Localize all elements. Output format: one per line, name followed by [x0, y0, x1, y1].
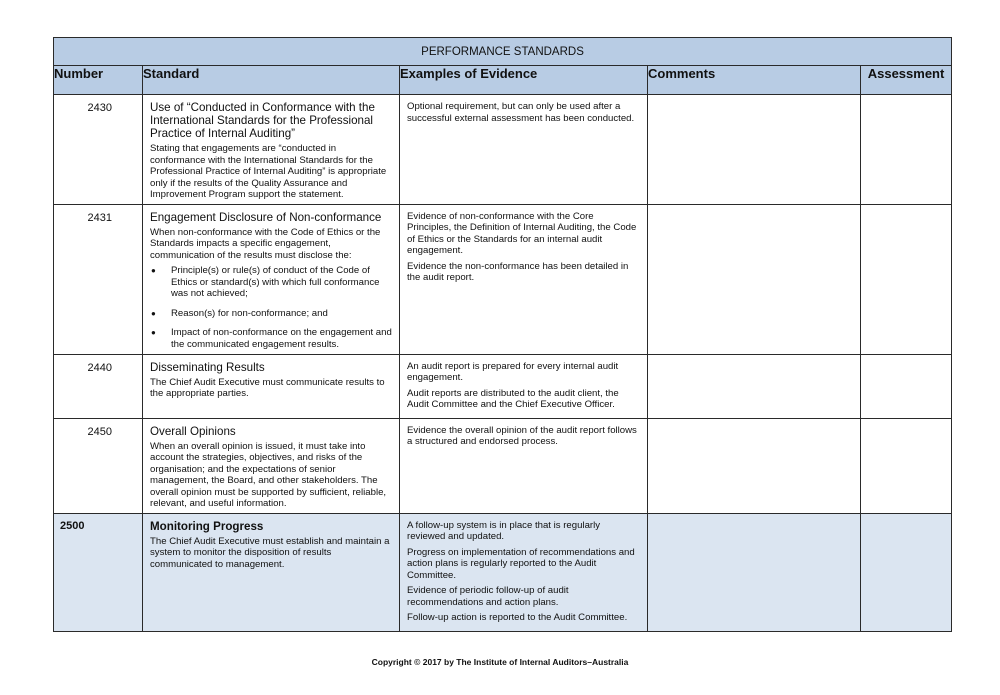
row-number: 2500 [54, 513, 143, 631]
table-row [54, 418, 952, 513]
standard-cell [143, 354, 400, 418]
evidence-item: Evidence of non-conformance with the Core Principles, the Definition of Internal Auditing, the Code of Ethics or the Standards for an internal audit engagement. [407, 210, 637, 256]
evidence-cell [400, 513, 648, 631]
comments-cell[interactable] [648, 204, 861, 354]
assessment-cell[interactable] [861, 418, 952, 513]
standard-description: Stating that engagements are “conducted in conformance with the International Standards for the Professional Practice of Internal Auditing” is appropriate only if the results of the Quality Assurance and Improvement Program support the statement. [150, 143, 387, 200]
row-number: 2430 [54, 95, 143, 205]
standard-bullet-list [150, 265, 392, 350]
evidence-cell [400, 418, 648, 513]
header-row [54, 66, 952, 95]
performance-standards-table [53, 37, 952, 632]
comments-cell[interactable] [648, 354, 861, 418]
bullet-item: ● Reason(s) for non-conformance; and [150, 308, 392, 320]
standard-cell [143, 418, 400, 513]
header-evidence: Examples of Evidence [400, 66, 648, 95]
row-number: 2431 [54, 204, 143, 354]
standard-cell [143, 513, 400, 631]
evidence-item: Evidence of periodic follow-up of audit recommendations and action plans. [407, 585, 569, 608]
table-row [54, 354, 952, 418]
table-row [54, 204, 952, 354]
comments-cell[interactable] [648, 513, 861, 631]
standard-description: The Chief Audit Executive must establish and maintain a system to monitor the disposition of results communicated to management. [150, 535, 390, 570]
standard-title: Overall Opinions [150, 424, 236, 438]
evidence-cell [400, 204, 648, 354]
evidence-item: Follow-up action is reported to the Audit Committee. [407, 612, 628, 623]
standard-title: Monitoring Progress [150, 519, 264, 533]
header-assessment: Assessment [861, 66, 952, 95]
assessment-cell[interactable] [861, 204, 952, 354]
table-row [54, 95, 952, 205]
evidence-item: Evidence the non-conformance has been detailed in the audit report. [407, 260, 629, 283]
bullet-item: ● Impact of non-conformance on the engagement and the communicated engagement results. [150, 327, 392, 350]
standard-cell [143, 95, 400, 205]
evidence-cell [400, 354, 648, 418]
evidence-item: An audit report is prepared for every internal audit engagement. [407, 360, 619, 383]
evidence-item: Progress on implementation of recommendations and action plans is regularly reported to the Audit Committee. [407, 546, 635, 581]
header-comments: Comments [648, 66, 861, 95]
table-row-highlighted [54, 513, 952, 631]
assessment-cell[interactable] [861, 95, 952, 205]
evidence-cell [400, 95, 648, 205]
table-title: PERFORMANCE STANDARDS [54, 38, 952, 66]
comments-cell[interactable] [648, 418, 861, 513]
standard-description: When an overall opinion is issued, it must take into account the strategies, objectives, and risks of the organisation; and the expectations of senior management, the Board, and other stakeholders. The overall opinion must be supported by sufficient, reliable, relevant, and useful information. [150, 440, 387, 509]
standard-title: Disseminating Results [150, 360, 265, 374]
bullet-item: ● Principle(s) or rule(s) of conduct of the Code of Ethics or standard(s) with which full conformance was not achieved; [150, 265, 392, 300]
standard-title: Engagement Disclosure of Non-conformance [150, 210, 382, 224]
assessment-cell[interactable] [861, 513, 952, 631]
evidence-item: A follow-up system is in place that is regularly reviewed and updated. [407, 519, 601, 542]
evidence-item: Audit reports are distributed to the audit client, the Audit Committee and the Chief Executive Officer. [407, 387, 619, 410]
row-number: 2440 [54, 354, 143, 418]
evidence-item: Evidence the overall opinion of the audit report follows a structured and endorsed process. [407, 424, 637, 447]
standard-description: The Chief Audit Executive must communicate results to the appropriate parties. [150, 376, 385, 399]
header-standard: Standard [143, 66, 400, 95]
standard-cell [143, 204, 400, 354]
evidence-item: Optional requirement, but can only be used after a successful external assessment has been conducted. [407, 101, 635, 124]
comments-cell[interactable] [648, 95, 861, 205]
standard-title: Use of “Conducted in Conformance with the International Standards for the Professional Practice of Internal Auditing” [150, 101, 375, 140]
header-number: Number [54, 66, 143, 95]
table-title-row [54, 38, 952, 66]
row-number: 2450 [54, 418, 143, 513]
standard-description: When non-conformance with the Code of Ethics or the Standards impacts a specific engagement, communication of the results must disclose the: [150, 226, 381, 261]
assessment-cell[interactable] [861, 354, 952, 418]
copyright-footer: Copyright © 2017 by The Institute of Internal Auditors–Australia [371, 657, 629, 667]
